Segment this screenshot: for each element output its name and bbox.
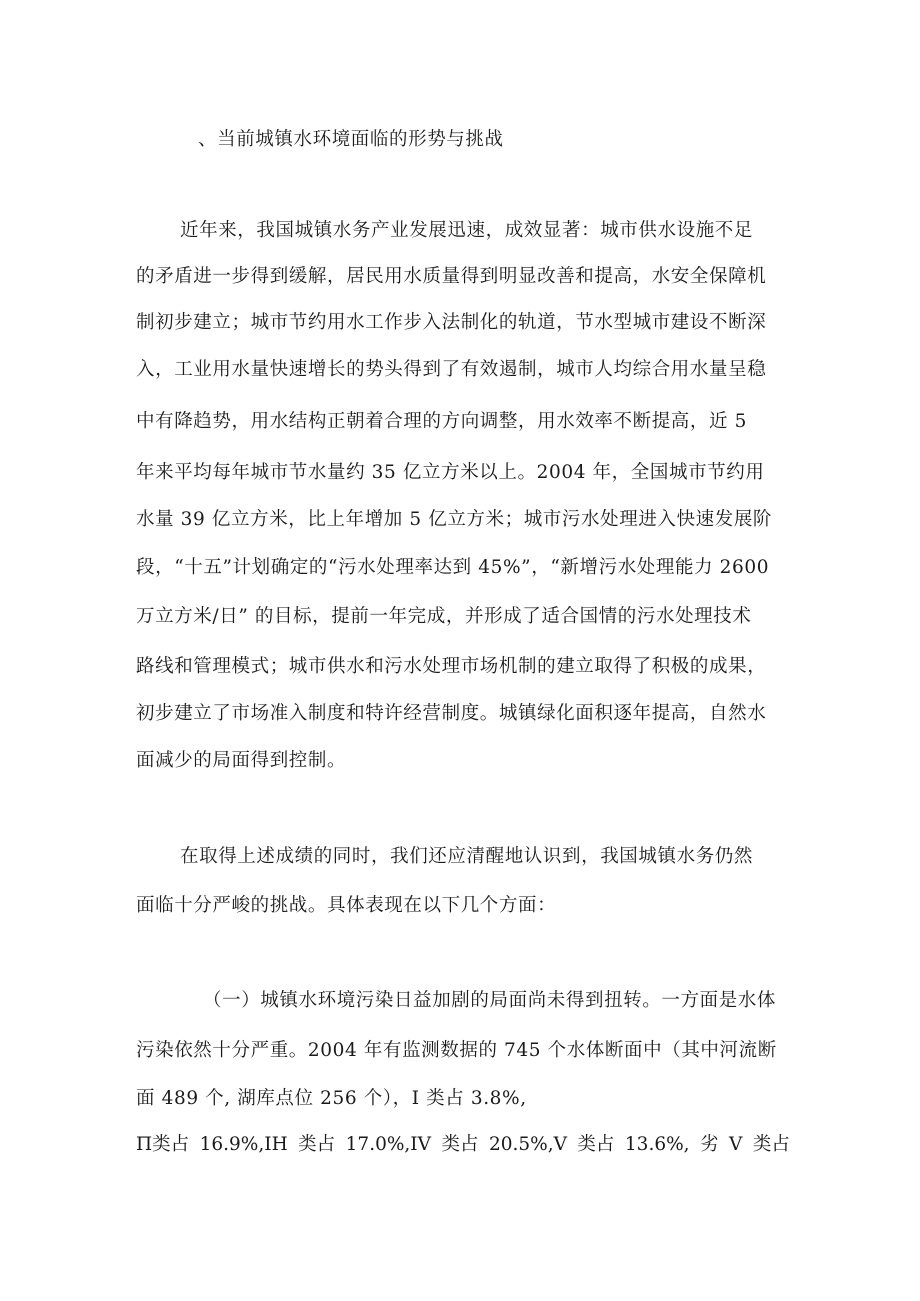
section-heading: 、当前城镇水环境面临的形势与挑战 (198, 129, 504, 150)
paragraph-line: （一）城镇水环境污染日益加剧的局面尚未得到扭转。一方面是水体 (203, 990, 777, 1011)
paragraph-line: 的矛盾进一步得到缓解，居民用水质量得到明显改善和提高，水安全保障机 (136, 266, 767, 287)
text-token: 16.9%,IH (199, 1134, 288, 1155)
paragraph-line: 水量 39 亿立方米，比上年增加 5 亿立方米；城市污水处理进入快速发展阶 (136, 509, 773, 530)
paragraph-line: 面 489 个, 湖库点位 256 个），I 类占 3.8%, (136, 1088, 527, 1109)
paragraph-line: 面减少的局面得到控制。 (136, 750, 347, 771)
paragraph-line: 入，工业用水量快速增长的势头得到了有效遏制，城市人均综合用水量呈稳 (136, 359, 767, 380)
paragraph-line: 万立方米/日” 的目标，提前一年完成，并形成了适合国情的污水处理技术 (136, 606, 752, 627)
text-token: 20.5%,V (488, 1134, 567, 1155)
text-token: 13.6%, (624, 1134, 690, 1155)
paragraph-line: 近年来，我国城镇水务产业发展迅速，成效显著：城市供水设施不足 (180, 220, 754, 241)
paragraph-line: 在取得上述成绩的同时，我们还应清醒地认识到，我国城镇水务仍然 (180, 846, 754, 867)
paragraph-line: 制初步建立；城市节约用水工作步入法制化的轨道，节水型城市建设不断深 (136, 312, 767, 333)
paragraph-line: 路线和管理模式；城市供水和污水处理市场机制的建立取得了积极的成果， (136, 656, 767, 677)
text-token: Π类占 (136, 1134, 190, 1155)
text-token: 类占 (298, 1134, 336, 1155)
text-token: 类占 (752, 1134, 790, 1155)
paragraph-line: 初步建立了市场准入制度和特许经营制度。城镇绿化面积逐年提高，自然水 (136, 703, 767, 724)
paragraph-line: 面临十分严峻的挑战。具体表现在以下几个方面： (136, 895, 557, 916)
text-token: 类占 (577, 1134, 615, 1155)
paragraph-line: 年来平均每年城市节水量约 35 亿立方米以上。2004 年，全国城市节约用 (136, 462, 765, 483)
paragraph-line: 段，“十五”计划确定的“污水处理率达到 45%”，“新增污水处理能力 2600 (136, 557, 770, 578)
text-token: V (729, 1134, 743, 1155)
text-token: 类占 (441, 1134, 479, 1155)
paragraph-line: 中有降趋势，用水结构正朝着合理的方向调整，用水效率不断提高，近 5 (136, 411, 747, 432)
paragraph-line-justified (136, 1132, 790, 1158)
text-token: 17.0%,IV (345, 1134, 431, 1155)
text-token: 劣 (700, 1134, 719, 1155)
paragraph-line: 污染依然十分严重。2004 年有监测数据的 745 个水体断面中（其中河流断 (136, 1040, 777, 1061)
